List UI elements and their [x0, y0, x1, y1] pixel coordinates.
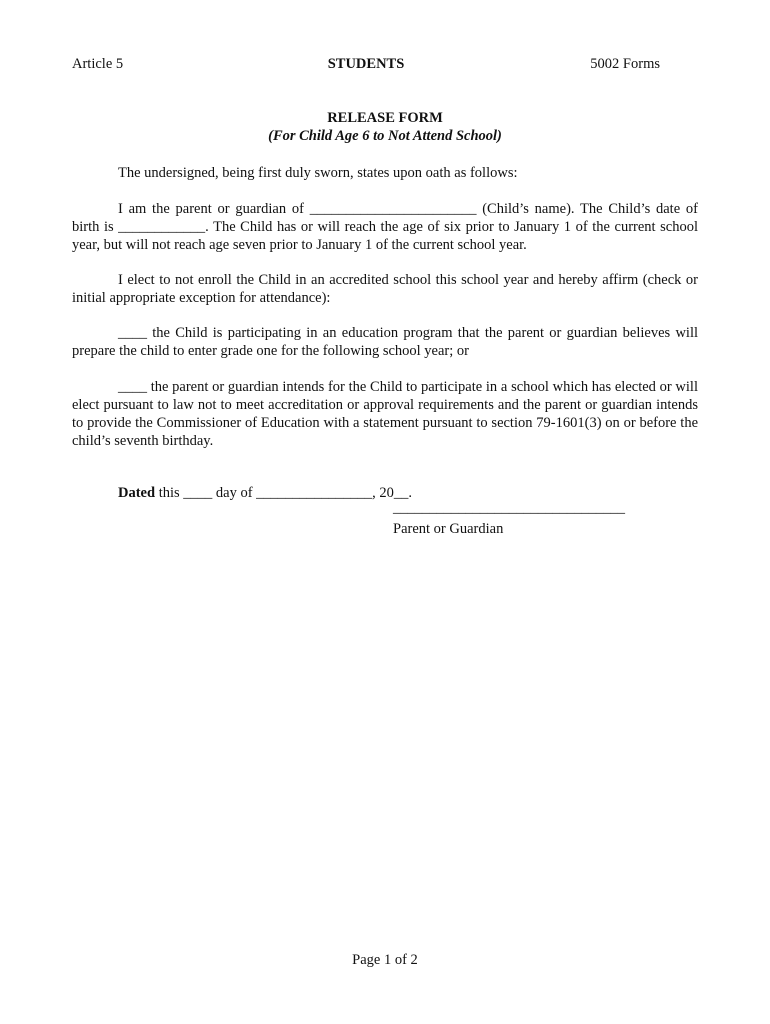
dated-blanks: this ____ day of ________________, 20__. [155, 485, 413, 501]
signature-line: ________________________________ [393, 500, 625, 516]
header-article: Article 5 [72, 56, 124, 72]
exception-option-nonaccredited-school: ____ the parent or guardian intends for the Child to participate in a school which has elected or will elect pursuant to law not to meet accreditation or approval requirements and the parent or guardian intends to provide the Commissioner of Education with a statement pursuant to section 79-1601(3) on or before the child’s seventh birthday. [72, 379, 698, 449]
exception-option-education-program: ____ the Child is participating in an education program that the parent or guardian believes will prepare the child to enter grade one for the following school year; or [72, 325, 698, 359]
header-form-number: 5002 Forms [590, 56, 660, 72]
page-number: Page 1 of 2 [352, 952, 418, 968]
dated-label: Dated [118, 485, 156, 501]
form-title: RELEASE FORM [327, 110, 443, 126]
oath-paragraph: The undersigned, being first duly sworn, states upon oath as follows: [118, 165, 518, 181]
dated-line [118, 485, 412, 502]
election-paragraph: I elect to not enroll the Child in an accredited school this school year and hereby affirm (check or initial appropriate exception for attendance): [72, 272, 698, 306]
header-section-title: STUDENTS [327, 56, 405, 72]
signature-label: Parent or Guardian [393, 521, 504, 537]
form-subtitle: (For Child Age 6 to Not Attend School) [268, 128, 502, 144]
page-header [72, 56, 660, 76]
child-info-paragraph: I am the parent or guardian of _______________________ (Child’s name). The Child’s date of birth is ____________. The Child has or will reach the age of six prior to January 1 of the current school year, but will not reach age seven prior to January 1 of the current school year. [72, 201, 698, 253]
